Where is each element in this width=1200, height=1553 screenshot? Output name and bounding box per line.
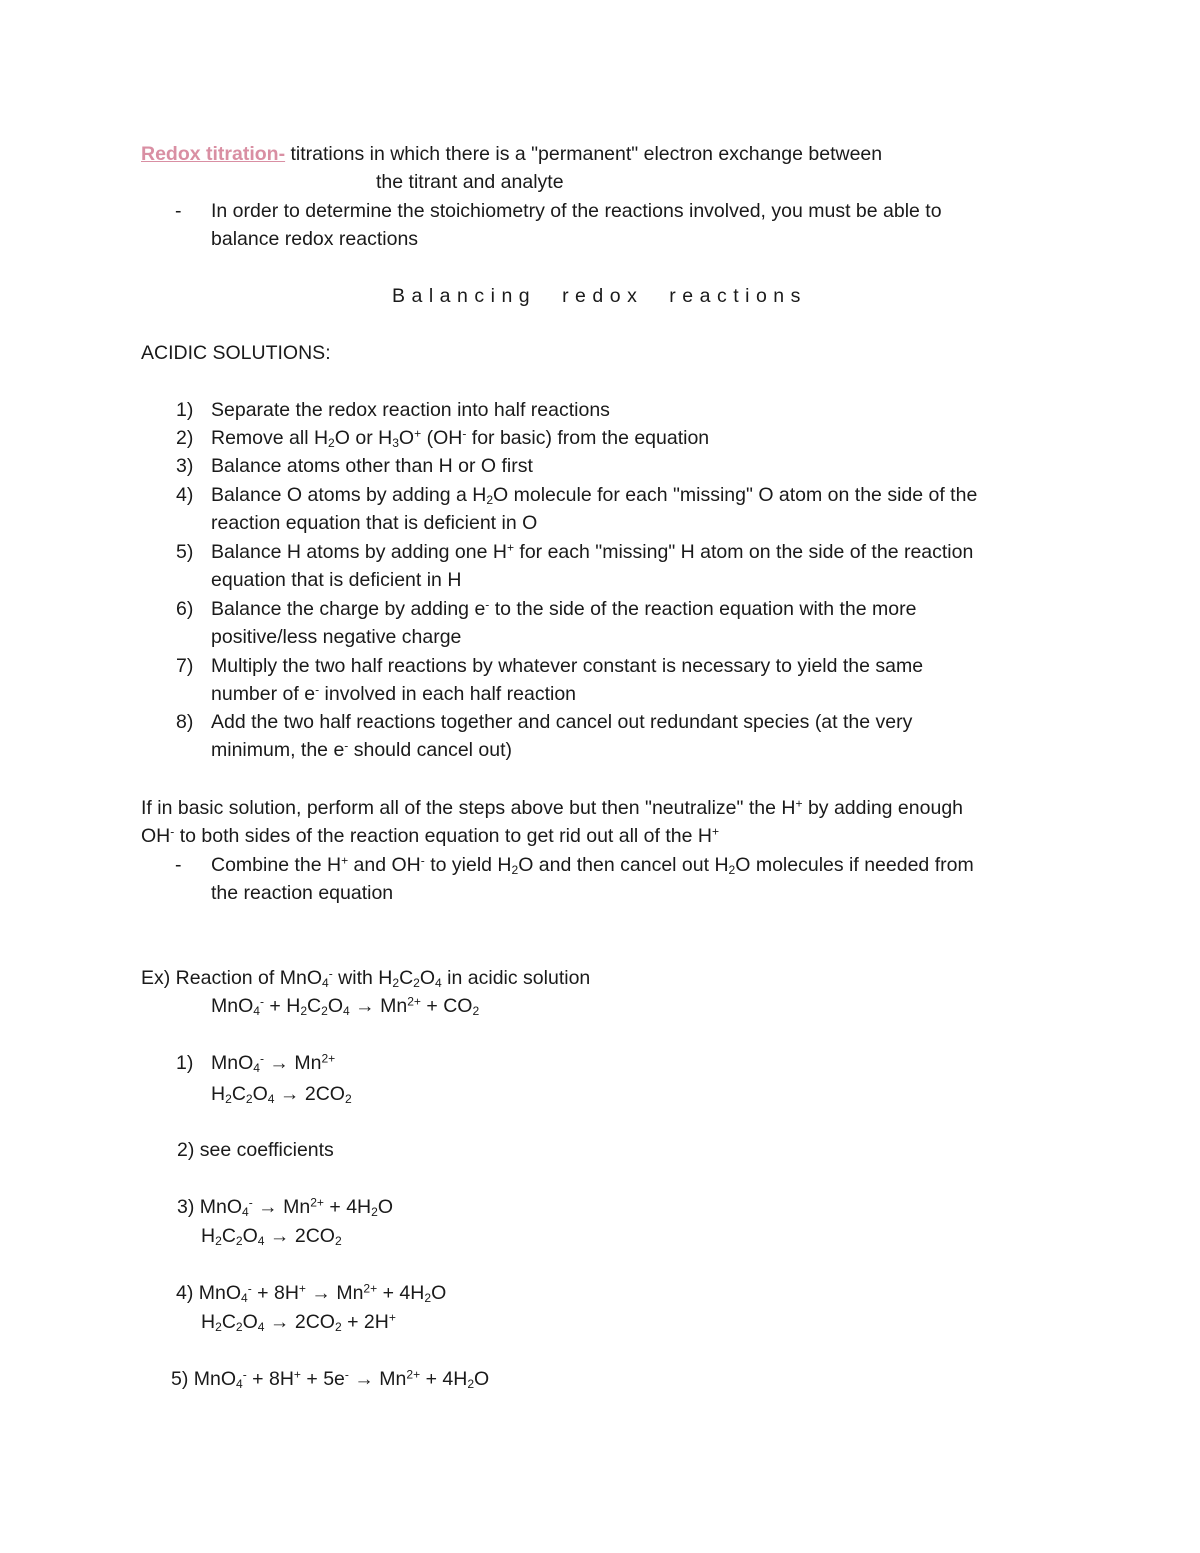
step-number: 3)	[176, 455, 194, 477]
basic-bullet-line-1: Combine the H+ and OH- to yield $H_2O$ and then cancel out $H_2O$ molecules if needed from	[211, 853, 974, 878]
basic-paragraph-line-1: If in basic solution, perform all of the steps above but then "neutralize" the H+ by adding enough	[141, 796, 964, 819]
step-2-text: Remove all $H_2O$ or $H_3O^+$ (OH- for basic) from the equation	[211, 426, 710, 451]
step-7-text: Multiply the two half reactions by whatever constant is necessary to yield the same	[211, 655, 924, 677]
step-5-text: Balance H atoms by adding one H+ for each "missing" H atom on the side of the reaction	[211, 540, 974, 563]
example-step-3-line-2: $H_2C_2O_4 \to 2CO_2$	[201, 1225, 342, 1249]
step-number: 5)	[176, 541, 194, 563]
step-4-text: Balance O atoms by adding a $H_2O$ molecule for each "missing" O atom on the side of the	[211, 484, 978, 508]
section-title: Balancing redox reactions	[392, 285, 807, 307]
example-step-3-line-1: 3) $MnO_4^- \to Mn^{2+} + 4H_2O$	[177, 1195, 394, 1220]
basic-bullet-line-2: the reaction equation	[211, 882, 394, 904]
step-6-text-continued: positive/less negative charge	[211, 626, 462, 648]
step-number: 2)	[176, 427, 194, 449]
step-number: 6)	[176, 598, 194, 620]
example-step-number: 1)	[176, 1052, 194, 1074]
intro-bullet-line-1: In order to determine the stoichiometry of the reactions involved, you must be able to	[211, 200, 942, 222]
example-heading: Ex) Reaction of MnO$_4$- with $H_2C_2O_4$ in acidic solution	[141, 966, 591, 991]
step-3-text: Balance atoms other than H or O first	[211, 455, 533, 477]
definition-line-2: the titrant and analyte	[376, 171, 564, 193]
step-number: 7)	[176, 655, 194, 677]
example-step-5-line-1: 5) $MnO_4^- + 8H^+ + 5e^- \to Mn^{2+} + 4H_2O$	[171, 1367, 490, 1392]
example-step-2: 2) see coefficients	[177, 1139, 334, 1161]
basic-paragraph-line-2: OH- to both sides of the reaction equation to get rid out all of the H+	[141, 824, 720, 847]
definition-line-1	[141, 145, 882, 165]
acidic-subheading: ACIDIC SOLUTIONS:	[141, 342, 331, 364]
intro-bullet-line-2: balance redox reactions	[211, 228, 419, 250]
step-number: 4)	[176, 484, 194, 506]
step-5-text-continued: equation that is deficient in H	[211, 569, 462, 591]
step-6-text: Balance the charge by adding e- to the side of the reaction equation with the more	[211, 597, 917, 620]
step-8-text: Add the two half reactions together and cancel out redundant species (at the very	[211, 711, 913, 733]
step-1-text: Separate the redox reaction into half reactions	[211, 399, 610, 421]
step-7-text-continued: number of e- involved in each half reaction	[211, 682, 577, 705]
step-8-text-continued: minimum, the e- should cancel out)	[211, 738, 513, 761]
example-overall-equation: $MnO_4^- + H_2C_2O_4 \to Mn^{2+} + CO_2$	[211, 994, 480, 1019]
bullet-marker: -	[175, 200, 182, 222]
example-step-4-line-1: 4) $MnO_4^- + 8H^+ \to Mn^{2+} + 4H_2O$	[176, 1281, 447, 1306]
bullet-marker: -	[175, 854, 182, 876]
example-step-1-line-2: $H_2C_2O_4 \to 2CO_2$	[211, 1083, 352, 1107]
example-step-1-line-1: $MnO_4^- \to Mn^{2+}$	[211, 1051, 336, 1076]
definition-text: titrations in which there is a "permanent" electron exchange between	[285, 143, 883, 165]
step-number: 1)	[176, 399, 194, 421]
definition-term: Redox titration-	[141, 143, 286, 165]
step-4-text-continued: reaction equation that is deficient in O	[211, 512, 538, 534]
step-number: 8)	[176, 711, 194, 733]
example-step-4-line-2: $H_2C_2O_4 \to 2CO_2 + 2H^+$	[201, 1310, 396, 1335]
